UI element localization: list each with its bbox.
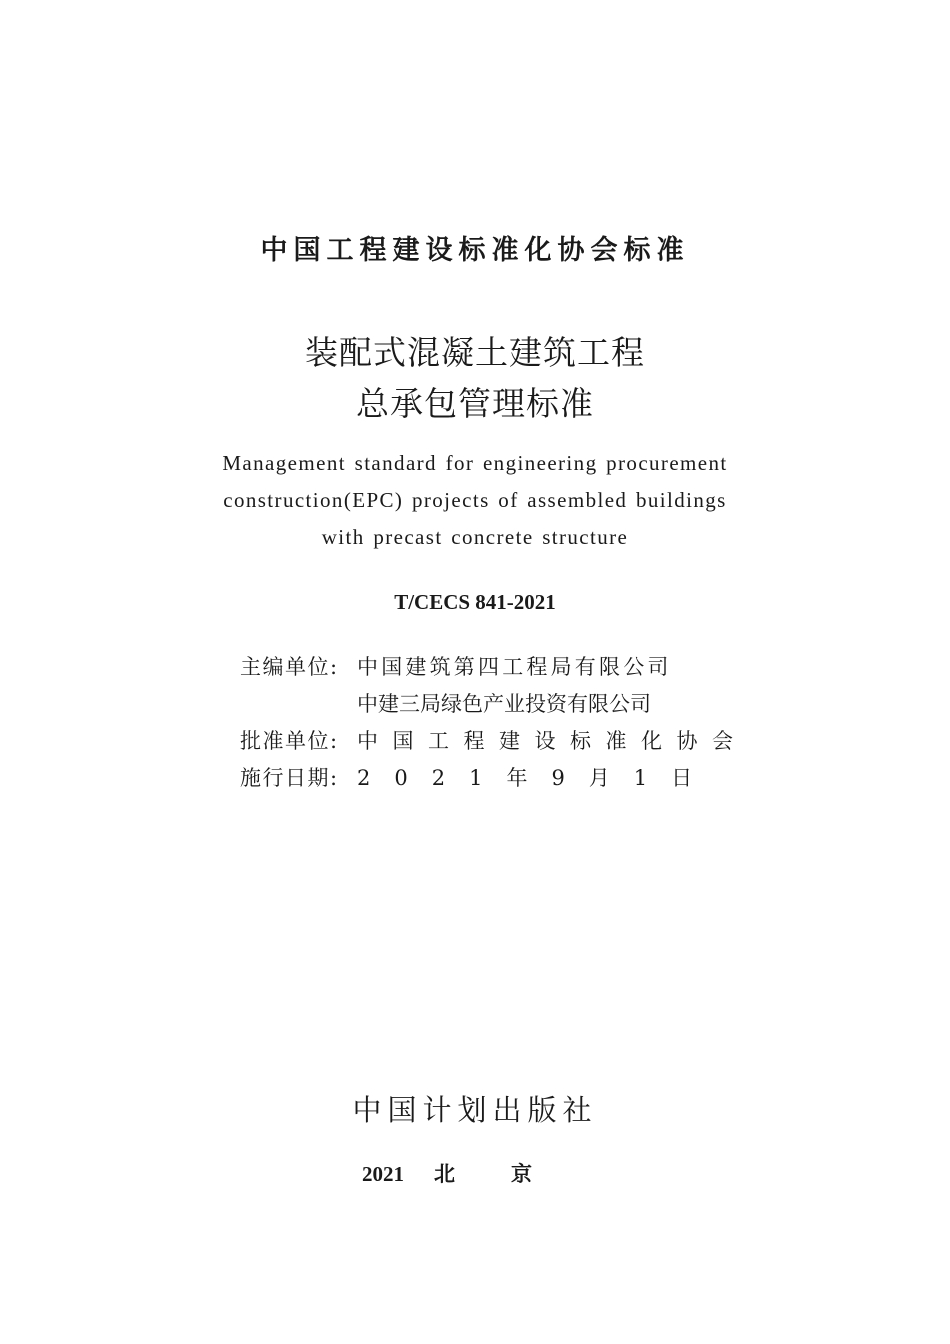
- imprint: [0, 1158, 950, 1188]
- chief-editor-unit-1: 中国建筑第四工程局有限公司: [357, 655, 672, 679]
- imprint-city: 北京: [434, 1162, 588, 1186]
- english-title-line-2: construction(EPC) projects of assembled buildings: [223, 488, 727, 512]
- effective-date-label: 施行日期:: [240, 766, 339, 790]
- approval-label: 批准单位:: [240, 729, 339, 753]
- chief-editor-unit-2: 中建三局绿色产业投资有限公司: [357, 692, 651, 716]
- effective-date: 2021年9月1日: [357, 766, 717, 790]
- document-title-line-2: 总承包管理标准: [356, 384, 594, 423]
- chief-editor-label: 主编单位:: [240, 655, 339, 679]
- association-standard-heading: 中国工程建设标准化协会标准: [260, 235, 690, 266]
- document-title-line-1: 装配式混凝土建筑工程: [305, 333, 645, 372]
- approval-unit: 中国工程建设标准化协会: [357, 729, 748, 753]
- publisher-name: 中国计划出版社: [352, 1093, 598, 1127]
- english-title-line-3: with precast concrete structure: [321, 525, 629, 549]
- english-title-line-1: Management standard for engineering procurement: [222, 451, 728, 475]
- standard-code: T/CECS 841-2021: [394, 590, 556, 614]
- imprint-year: 2021: [362, 1162, 404, 1186]
